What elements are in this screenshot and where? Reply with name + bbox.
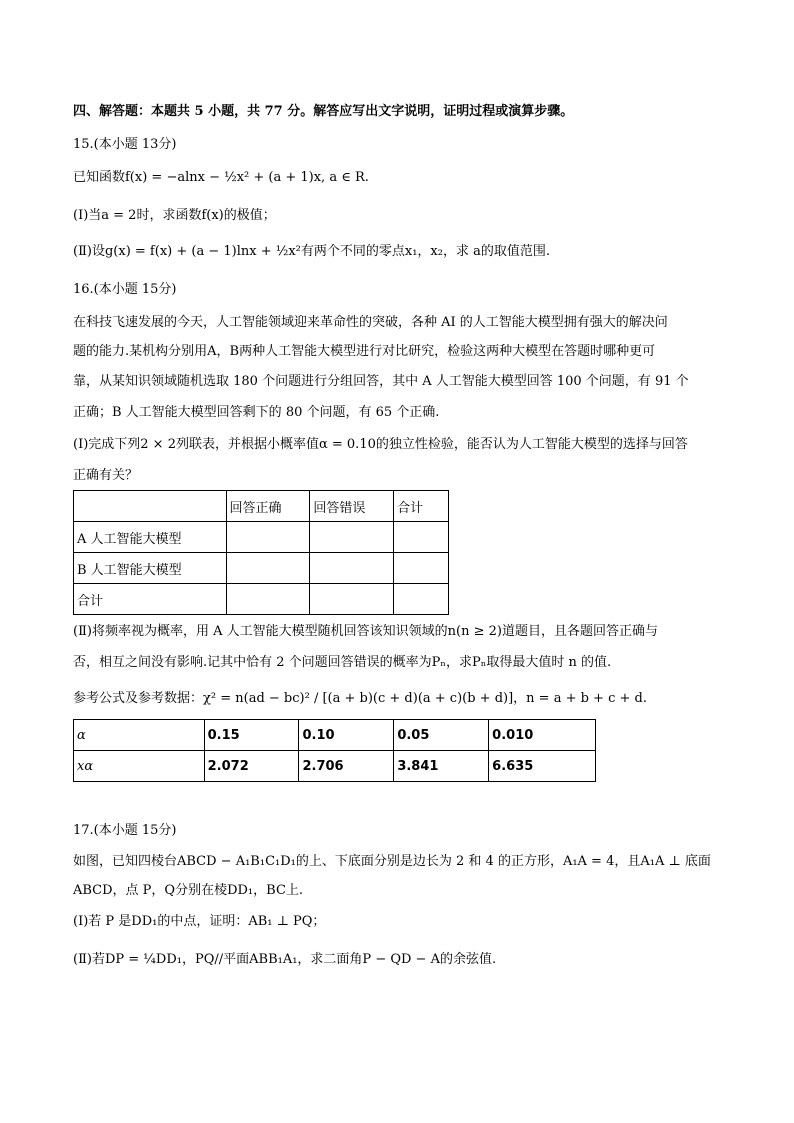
table-cell (74, 491, 227, 522)
row-label: A 人工智能大模型 (74, 522, 227, 553)
q15-part2: (Ⅱ)设g(x) = f(x) + (a − 1)lnx + ½x²有两个不同的零点x₁，x₂，求 a的取值范围. (73, 244, 550, 259)
section-header: 四、解答题：本题共 5 小题，共 77 分。解答应写出文字说明，证明过程或演算步骤。 (73, 104, 574, 119)
q16-formula (73, 690, 647, 708)
table-row (74, 584, 449, 615)
table-header-cell: 合计 (394, 491, 449, 522)
table-cell: 0.010 (489, 720, 596, 751)
table-cell (226, 584, 310, 615)
table-cell: 0.15 (204, 720, 299, 751)
table-cell: 3.841 (394, 751, 489, 782)
formula-text: χ² = n(ad − bc)² / [(a + b)(c + d)(a + c)(b + d)]，n = a + b + c + d. (203, 691, 647, 706)
row-label: B 人工智能大模型 (74, 553, 227, 584)
q17-heading: 17.(本小题 15分) (73, 823, 177, 838)
table-cell (394, 522, 449, 553)
q16-part1-line-1: (Ⅰ)完成下列2 × 2列联表，并根据小概率值α = 0.10的独立性检验，能否认为人工智能大模型的选择与回答 (73, 437, 688, 452)
q16-para-line-2: 题的能力.某机构分别用A，B两种人工智能大模型进行对比研究，检验这两种大模型在答题时哪种更可 (73, 344, 656, 359)
row-label: 合计 (74, 584, 227, 615)
q16-para-line-3: 靠，从某知识领域随机选取 180 个问题进行分组回答，其中 A 人工智能大模型回答 100 个问题，有 91 个 (73, 374, 689, 389)
q16-para-line-4: 正确；B 人工智能大模型回答剩下的 80 个问题，有 65 个正确. (73, 405, 440, 420)
table-cell: 2.072 (204, 751, 299, 782)
contingency-table (73, 490, 449, 615)
table-cell (226, 553, 310, 584)
table-header-cell: 回答正确 (226, 491, 310, 522)
formula-label: 参考公式及参考数据： (73, 691, 204, 706)
q17-stem-line-1: 如图，已知四棱台ABCD − A₁B₁C₁D₁的上、下底面分别是边长为 2 和 4 的正方形，A₁A = 4，且A₁A ⊥ 底面 (73, 854, 711, 869)
q16-heading: 16.(本小题 15分) (73, 282, 177, 297)
q16-part2-line-1: (Ⅱ)将频率视为概率，用 A 人工智能大模型随机回答该知识领域的n(n ≥ 2)道题目，且各题回答正确与 (73, 624, 658, 639)
q16-part1-line-2: 正确有关？ (73, 468, 139, 483)
q15-stem: 已知函数f(x) = −alnx − ½x² + (a + 1)x, a ∈ R. (73, 170, 369, 185)
table-row (74, 553, 449, 584)
table-cell (310, 584, 394, 615)
reference-table (73, 719, 596, 782)
table-cell (394, 553, 449, 584)
q17-part2: (Ⅱ)若DP = ¼DD₁，PQ//平面ABB₁A₁，求二面角P − QD − A的余弦值. (73, 952, 497, 967)
q15-heading: 15.(本小题 13分) (73, 137, 177, 152)
table-cell: 0.10 (299, 720, 394, 751)
row-label: xα (74, 751, 205, 782)
table-cell: 2.706 (299, 751, 394, 782)
row-label: α (74, 720, 205, 751)
table-row (74, 751, 596, 782)
table-cell: 6.635 (489, 751, 596, 782)
table-row (74, 720, 596, 751)
q15-part1: (Ⅰ)当a = 2时，求函数f(x)的极值； (73, 208, 276, 223)
q16-para-line-1: 在科技飞速发展的今天，人工智能领域迎来革命性的突破，各种 AI 的人工智能大模型拥有强大的解决问 (73, 315, 668, 330)
table-cell (310, 553, 394, 584)
table-cell (310, 522, 394, 553)
table-cell (394, 584, 449, 615)
table-cell: 0.05 (394, 720, 489, 751)
table-row (74, 491, 449, 522)
q16-part2-line-2: 否，相互之间没有影响.记其中恰有 2 个问题回答错误的概率为Pₙ，求Pₙ取得最大值时 n 的值. (73, 655, 612, 670)
table-row (74, 522, 449, 553)
q17-stem-line-2: ABCD，点 P，Q分别在棱DD₁，BC上. (73, 883, 304, 898)
table-header-cell: 回答错误 (310, 491, 394, 522)
q17-part1: (Ⅰ)若 P 是DD₁的中点，证明：AB₁ ⊥ PQ； (73, 914, 326, 929)
table-cell (226, 522, 310, 553)
